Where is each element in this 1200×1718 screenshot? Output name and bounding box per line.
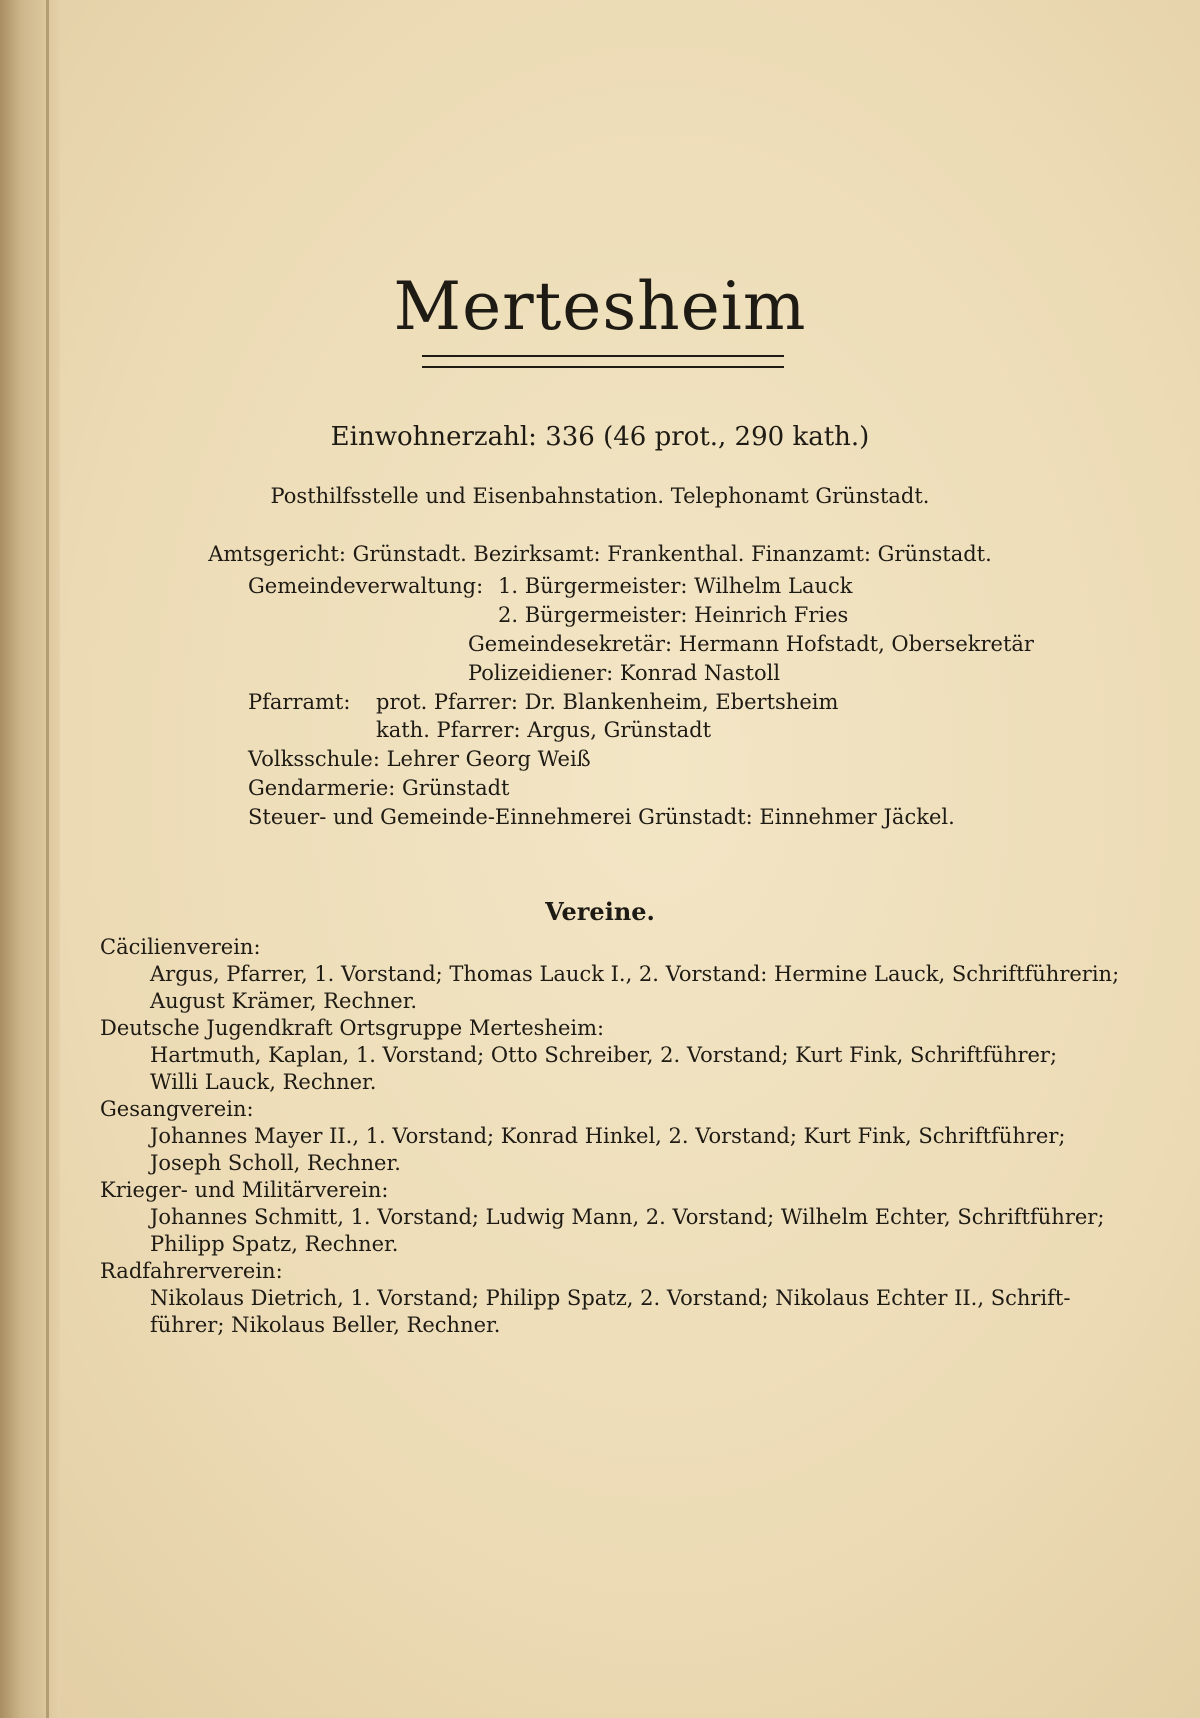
offices-line: Amtsgericht: Grünstadt. Bezirksamt: Frankenthal. Finanzamt: Grünstadt. (208, 542, 992, 566)
spine-edge-line (46, 0, 49, 1718)
club-name: Deutsche Jugendkraft Ortsgruppe Mertesheim: (100, 1016, 605, 1040)
club-line: Hartmuth, Kaplan, 1. Vorstand; Otto Schreiber, 2. Vorstand; Kurt Fink, Schriftführer; (150, 1043, 1058, 1067)
mayor2-line: 2. Bürgermeister: Heinrich Fries (498, 603, 849, 627)
club-name: Cäcilienverein: (100, 935, 261, 959)
page-title: Mertesheim (393, 268, 807, 345)
parish-prot-line: prot. Pfarrer: Dr. Blankenheim, Ebertsheim (376, 690, 839, 714)
post-line: Posthilfsstelle und Eisenbahnstation. Telephonamt Grünstadt. (270, 484, 930, 508)
club-line: Johannes Mayer II., 1. Vorstand; Konrad Hinkel, 2. Vorstand; Kurt Fink, Schriftführer; (150, 1124, 1066, 1148)
club-line: Argus, Pfarrer, 1. Vorstand; Thomas Lauck I., 2. Vorstand: Hermine Lauck, Schriftführerin; (150, 962, 1120, 986)
population-line: Einwohnerzahl: 336 (46 prot., 290 kath.) (330, 422, 870, 452)
club-name: Radfahrerverein: (100, 1259, 283, 1283)
club-line: führer; Nikolaus Beller, Rechner. (150, 1313, 501, 1337)
mayor1-line: 1. Bürgermeister: Wilhelm Lauck (498, 574, 853, 598)
school-line: Volksschule: Lehrer Georg Weiß (248, 747, 591, 771)
club-line: August Krämer, Rechner. (150, 989, 418, 1013)
admin-label: Gemeindeverwaltung: (248, 574, 484, 598)
police-line: Polizeidiener: Konrad Nastoll (468, 661, 781, 685)
club-name: Gesangverein: (100, 1097, 254, 1121)
title-rule-bottom (422, 366, 784, 368)
club-line: Johannes Schmitt, 1. Vorstand; Ludwig Mann, 2. Vorstand; Wilhelm Echter, Schriftführer; (150, 1205, 1105, 1229)
clubs-heading: Vereine. (545, 897, 655, 926)
club-line: Willi Lauck, Rechner. (150, 1070, 377, 1094)
tax-line: Steuer- und Gemeinde-Einnehmerei Grünstadt: Einnehmer Jäckel. (248, 805, 955, 829)
parish-kath-line: kath. Pfarrer: Argus, Grünstadt (376, 718, 712, 742)
title-rule-top (422, 355, 784, 357)
gendarmerie-line: Gendarmerie: Grünstadt (248, 776, 510, 800)
club-line: Philipp Spatz, Rechner. (150, 1232, 399, 1256)
book-spine-shadow (0, 0, 60, 1718)
parish-label: Pfarramt: (248, 690, 351, 714)
club-line: Nikolaus Dietrich, 1. Vorstand; Philipp Spatz, 2. Vorstand; Nikolaus Echter II., Schrift- (150, 1286, 1071, 1310)
secretary-line: Gemeindesekretär: Hermann Hofstadt, Obersekretär (468, 632, 1034, 656)
club-name: Krieger- und Militärverein: (100, 1178, 389, 1202)
club-line: Joseph Scholl, Rechner. (150, 1151, 401, 1175)
